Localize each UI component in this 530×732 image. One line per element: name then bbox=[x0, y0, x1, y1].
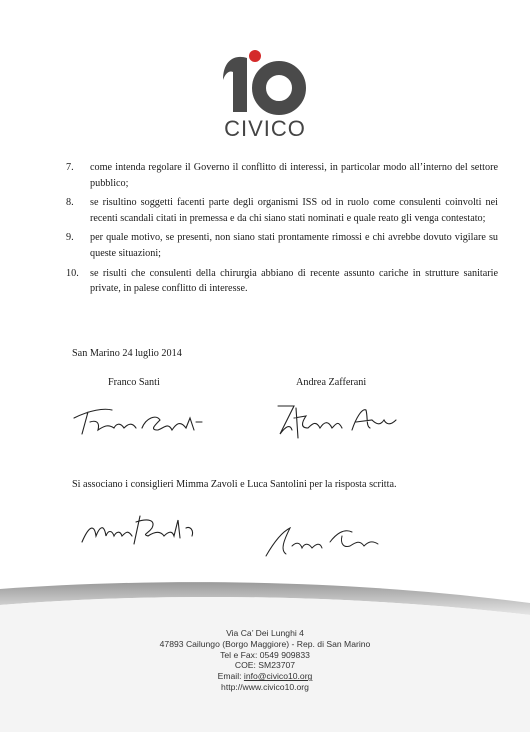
place-date: San Marino 24 luglio 2014 bbox=[72, 348, 182, 359]
footer-coe: COE: SM23707 bbox=[234, 660, 296, 671]
footer-address: Via Ca’ Dei Lunghi 4 bbox=[226, 628, 304, 638]
list-item-text: se risultino soggetti facenti parte degli organismi ISS od in ruolo come consulenti coinvolti nei recenti scandali citati in premessa e da chi siano stati nominati e quale reato gli venga contestato; bbox=[90, 197, 498, 224]
logo-mark-icon bbox=[215, 40, 315, 118]
list-item bbox=[66, 195, 498, 226]
question-list bbox=[66, 160, 498, 301]
footer-website[interactable]: http://www.civico10.org bbox=[221, 681, 309, 692]
civico10-logo bbox=[215, 40, 315, 140]
logo-wordmark: CIVICO bbox=[224, 116, 306, 141]
signature-franco-santi bbox=[70, 400, 210, 440]
signatory-name-left: Franco Santi bbox=[108, 377, 160, 388]
footer-email-row bbox=[140, 671, 390, 682]
footer-city: 47893 Cailungo (Borgo Maggiore) - Rep. di San Marino bbox=[159, 638, 371, 649]
signature-mimma-zavoli bbox=[78, 508, 208, 552]
list-item bbox=[66, 266, 498, 297]
signature-luca-santolini bbox=[260, 518, 390, 560]
footer-email-label: Email: bbox=[217, 671, 244, 682]
signatory-name-right: Andrea Zafferani bbox=[296, 377, 367, 388]
list-item-text: come intenda regolare il Governo il conflitto di interessi, in particolar modo all’interno del settore pubblico; bbox=[90, 162, 498, 189]
list-item-number: 9. bbox=[66, 232, 74, 244]
list-item-number: 7. bbox=[66, 162, 74, 173]
signature-andrea-zafferani bbox=[272, 398, 402, 444]
list-item-number: 10. bbox=[66, 267, 79, 279]
footer-phone: Tel e Fax: 0549 909833 bbox=[220, 649, 310, 660]
footer-email-link[interactable]: info@civico10.org bbox=[243, 671, 313, 682]
footer-contact bbox=[140, 628, 390, 693]
association-note: Si associano i consiglieri Mimma Zavoli e Luca Santolini per la risposta scritta. bbox=[72, 479, 397, 490]
list-item-number: 8. bbox=[66, 197, 74, 209]
list-item bbox=[66, 230, 498, 261]
list-item-text: per quale motivo, se presenti, non siano stati prontamente rimossi e chi avrebbe dovuto vigilare su queste situazioni; bbox=[90, 232, 498, 259]
list-item-text: se risulti che consulenti della chirurgia abbiano di recente assunto cariche in strutture sanitarie private, in palese conflitto di interesse. bbox=[90, 267, 498, 295]
list-item bbox=[66, 160, 498, 191]
